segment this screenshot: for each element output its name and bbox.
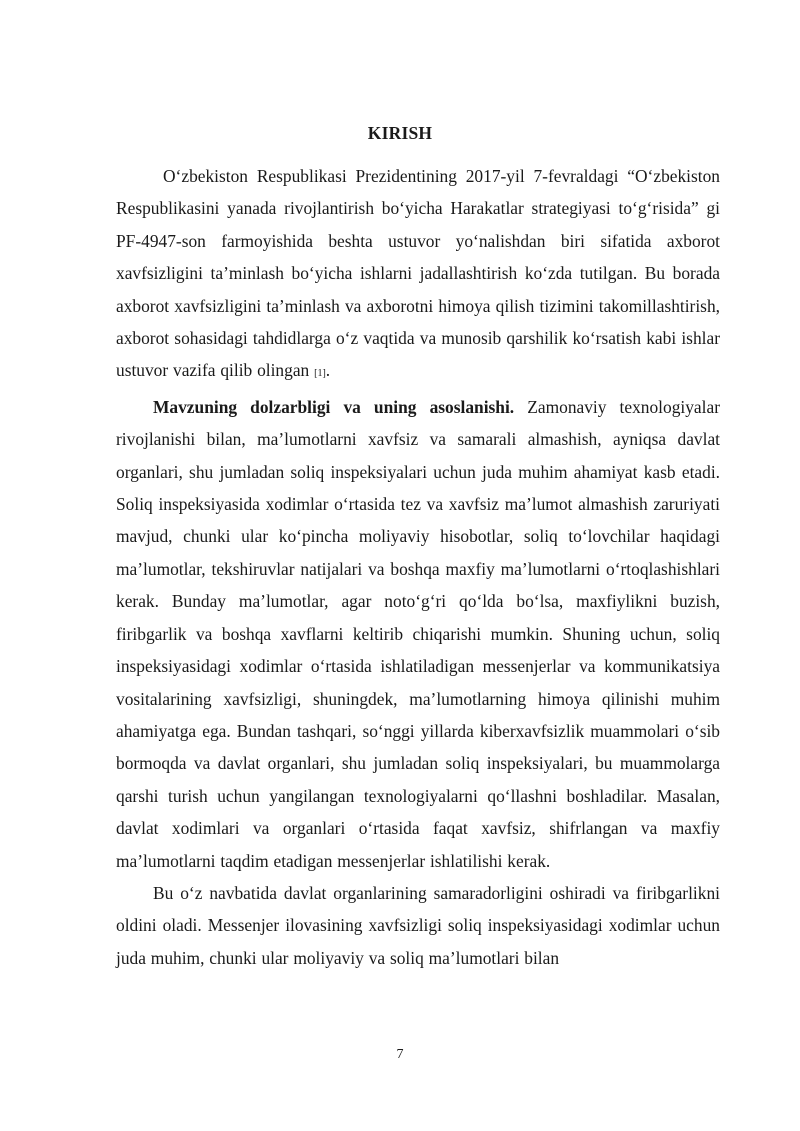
- intro-paragraph: [116, 160, 720, 391]
- body-text: [116, 160, 720, 974]
- continuation-paragraph: [116, 877, 720, 974]
- citation-reference: [1]: [314, 368, 326, 380]
- paragraph-text: O‘zbekiston Respublikasi Prezidentining 2017-yil 7-fevraldagi “O‘zbekiston Respublikasini yanada rivojlantirish bo‘yicha Harakatlar strategiyasi to‘g‘risida” gi PF-4947-son farmoyishida beshta ustuvor yo‘nalishdan biri sifatida axborot xavfsizligini ta’minlash bo‘yicha ishlarni jadallashtirish ko‘zda tutilgan. Bu borada axborot xavfsizligini ta’minlash va axborotni himoya qilish tizimini takomillashtirish, axborot sohasidagi tahdidlarga o‘z vaqtida va munosib qarshilik ko‘rsatish kabi ishlar ustuvor vazifa qilib olingan: [116, 166, 720, 381]
- page-number: 7: [396, 1047, 404, 1062]
- paragraph-lead-heading: Mavzuning dolzarbligi va uning asoslanishi.: [153, 396, 515, 417]
- relevance-paragraph: [116, 391, 720, 877]
- paragraph-text: Zamonaviy texnologiyalar rivojlanishi bilan, ma’lumotlarni xavfsiz va samarali almashish, ayniqsa davlat organlari, shu jumladan soliq inspeksiyalari uchun juda muhim ahamiyat kasb etadi. Soliq inspeksiyasida xodimlar o‘rtasida tez va xavfsiz ma’lumot almashish zaruriyati mavjud, chunki ular ko‘pincha moliyaviy hisobotlar, soliq to‘lovchilar haqidagi ma’lumotlar, tekshiruvlar natijalari va boshqa maxfiy ma’lumotlarni o‘rtoqlashishlari kerak. Bunday ma’lumotlar, agar noto‘g‘ri qo‘lda bo‘lsa, maxfiylikni buzish, firibgarlik va boshqa xavflarni keltirib chiqarishi mumkin. Shuning uchun, soliq inspeksiyasidagi xodimlar o‘rtasida ishlatiladigan messenjerlar va kommunikatsiya vositalarining xavfsizligi, shuningdek, ma’lumotlarning himoya qilinishi muhim ahamiyatga ega. Bundan tashqari, so‘nggi yillarda kiberxavfsizlik muammolari o‘sib bormoqda va davlat organlari, shu jumladan soliq inspeksiyalari, bu muammolarga qarshi turish uchun yangilangan texnologiyalarni qo‘llashni boshladilar. Masalan, davlat xodimlari va organlari o‘rtasida faqat xavfsiz, shifrlangan va maxfiy ma’lumotlarni taqdim etadigan messenjerlar ishlatilishi kerak.: [116, 396, 720, 871]
- paragraph-text: Bu o‘z navbatida davlat organlarining samaradorligini oshiradi va firibgarlikni oldini oladi. Messenjer ilovasining xavfsizligi soliq inspeksiyasidagi xodimlar uchun juda muhim, chunki ular moliyaviy va soliq ma’lumotlari bilan: [116, 882, 720, 968]
- section-title: KIRISH: [367, 123, 433, 143]
- paragraph-end: .: [325, 360, 331, 381]
